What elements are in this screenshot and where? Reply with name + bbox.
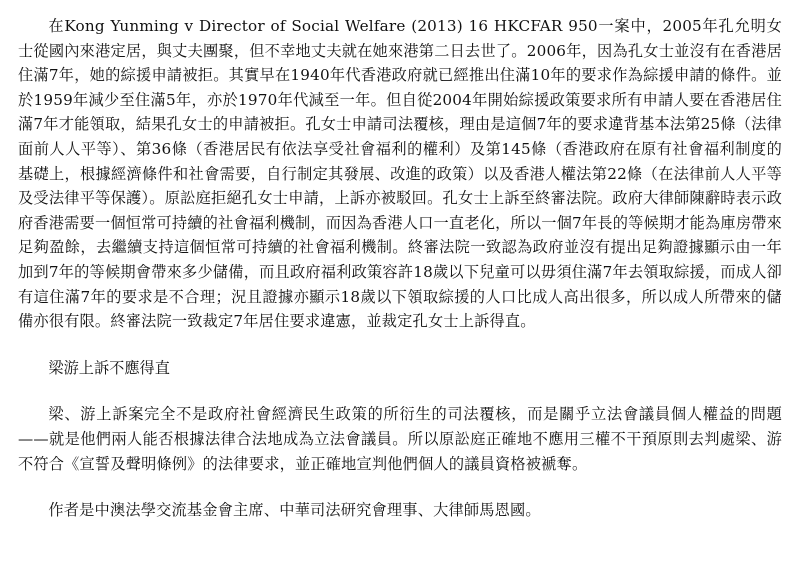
article-paragraph-appeal: 梁、游上訴案完全不是政府社會經濟民生政策的所衍生的司法覆核，而是關乎立法會議員個人權益的問題——就是他們兩人能否根據法律合法地成為立法會議員。所以原訟庭正確地不應用三權不干預原則去判處梁、游不符合《宣誓及聲明條例》的法律要求，並正確地宣判他們個人的議員資格被褫奪。: [18, 405, 782, 473]
article-body: [18, 14, 782, 523]
section-heading: 梁游上訴不應得直: [48, 358, 170, 377]
author-line: 作者是中澳法學交流基金會主席、中華司法研究會理事、大律師馬恩國。: [48, 501, 541, 520]
article-paragraph-kong-case: 在Kong Yunming v Director of Social Welfare (2013) 16 HKCFAR 950一案中，2005年孔允明女士從國內來港定居，與丈夫團聚，但不幸地丈夫就在她來港第二日去世了。2006年，因為孔女士並沒有在香港居住滿7年，她的綜援申請被拒。其實早在1940年代香港政府就已經推出住滿10年的要求作為綜援申請的條件。並於1959年減少至住滿5年，亦於1970年代減至一年。但自從2004年開始綜援政策要求所有申請人要在香港居住滿7年才能領取，結果孔女士的申請被拒。孔女士申請司法覆核，理由是這個7年的要求違背基本法第25條（法律面前人人平等）、第36條（香港居民有依法享受社會福利的權利）及第145條（香港政府在原有社會福利制度的基礎上，根據經濟條件和社會需要，自行制定其發展、改進的政策）以及香港人權法第22條（在法律前人人平等及受法律平等保護）。原訟庭拒絕孔女士申請，上訴亦被駁回。孔女士上訴至終審法院。政府大律師陳辭時表示政府香港需要一個恒常可持續的社會福利機制，而因為香港人口一直老化，所以一個7年長的等候期才能為庫房帶來足夠盈餘，去繼續支持這個恒常可持續的社會福利機制。終審法院一致認為政府並沒有提出足夠證據顯示由一年加到7年的等候期會帶來多少儲備，而且政府福利政策容許18歲以下兒童可以毋須住滿7年去領取綜援，而成人卻有這住滿7年的要求是不合理；況且證據亦顯示18歲以下領取綜援的人口比成人高出很多，所以成人所帶來的儲備亦很有限。終審法院一致裁定7年居住要求違憲，並裁定孔女士上訴得直。: [18, 17, 782, 331]
